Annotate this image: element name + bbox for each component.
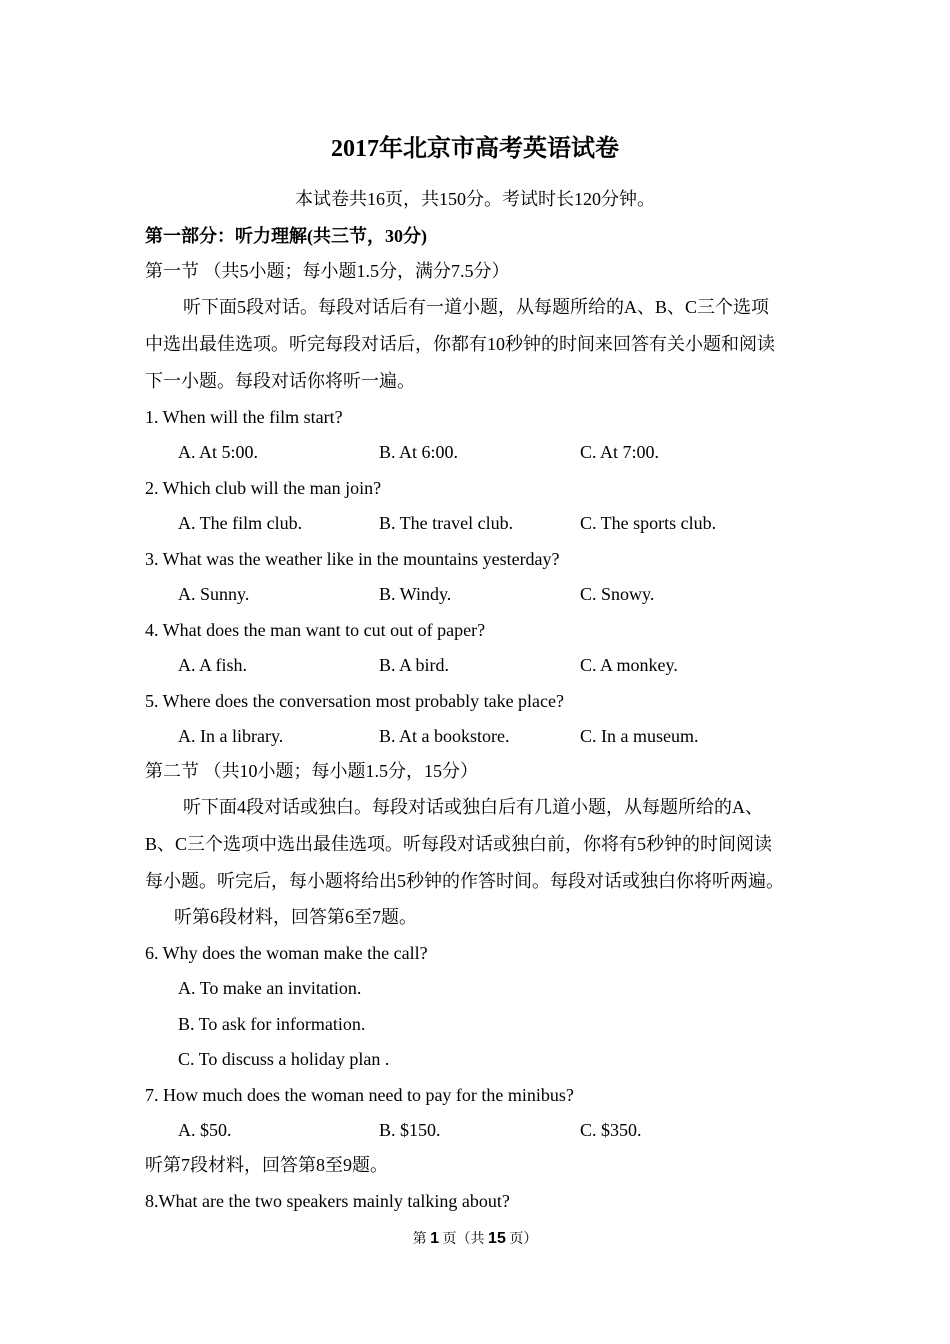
footer-total-pages: 15 <box>488 1230 506 1247</box>
section1-instructions-line2: 中选出最佳选项。听完每段对话后，你都有10秒钟的时间来回答有关小题和阅读 <box>145 334 775 354</box>
question-6: 6. Why does the woman make the call? <box>145 943 428 963</box>
q7-option-c: C. $350. <box>580 1120 642 1140</box>
section2-instructions-line3: 每小题。听完后，每小题将给出5秒钟的作答时间。每段对话或独白你将听两遍。 <box>145 871 784 891</box>
question-2: 2. Which club will the man join? <box>145 478 382 498</box>
exam-subtitle: 本试卷共16页，共150分。考试时长120分钟。 <box>295 189 655 209</box>
section2-instructions-line1: 听下面4段对话或独白。每段对话或独白后有几道小题，从每题所给的A、 <box>183 797 763 817</box>
q1-option-b: B. At 6:00. <box>379 442 459 462</box>
question-1: 1. When will the film start? <box>145 407 343 427</box>
q6-option-c: C. To discuss a holiday plan . <box>178 1049 390 1069</box>
q5-option-a: A. In a library. <box>178 726 284 746</box>
q3-option-a: A. Sunny. <box>178 584 250 604</box>
q4-option-a: A. A fish. <box>178 655 248 675</box>
question-8: 8.What are the two speakers mainly talking about? <box>145 1191 510 1211</box>
q7-option-a: A. $50. <box>178 1120 232 1140</box>
q6-option-b: B. To ask for information. <box>178 1014 366 1034</box>
page-title: 2017年北京市高考英语试卷 <box>331 136 619 162</box>
section2-instructions-line2: B、C三个选项中选出最佳选项。听每段对话或独白前，你将有5秒钟的时间阅读 <box>145 834 773 854</box>
question-5: 5. Where does the conversation most probably take place? <box>145 691 565 711</box>
q4-option-c: C. A monkey. <box>580 655 678 675</box>
section2-heading: 第二节 （共10小题；每小题1.5分，15分） <box>145 761 478 781</box>
footer-page-number: 1 <box>430 1230 440 1247</box>
section1-instructions-line3: 下一小题。每段对话你将听一遍。 <box>145 371 415 391</box>
footer-suffix: 页） <box>509 1232 538 1247</box>
q4-option-b: B. A bird. <box>379 655 450 675</box>
q1-option-a: A. At 5:00. <box>178 442 259 462</box>
question-3: 3. What was the weather like in the mountains yesterday? <box>145 549 560 569</box>
q3-option-c: C. Snowy. <box>580 584 655 604</box>
footer-prefix: 第 <box>412 1232 427 1247</box>
q6-option-a: A. To make an invitation. <box>178 978 362 998</box>
section1-heading: 第一节 （共5小题；每小题1.5分，满分7.5分） <box>145 261 510 281</box>
page-footer <box>0 1229 950 1250</box>
section1-instructions-line1: 听下面5段对话。每段对话后有一道小题，从每题所给的A、B、C三个选项 <box>183 297 770 317</box>
material-6-note: 听第6段材料，回答第6至7题。 <box>174 907 417 927</box>
q3-option-b: B. Windy. <box>379 584 452 604</box>
q1-option-c: C. At 7:00. <box>580 442 660 462</box>
q2-option-a: A. The film club. <box>178 513 303 533</box>
footer-middle: 页（共 <box>442 1232 485 1247</box>
q2-option-b: B. The travel club. <box>379 513 514 533</box>
material-7-note: 听第7段材料，回答第8至9题。 <box>145 1155 388 1175</box>
q2-option-c: C. The sports club. <box>580 513 717 533</box>
q5-option-c: C. In a museum. <box>580 726 699 746</box>
q7-option-b: B. $150. <box>379 1120 441 1140</box>
q5-option-b: B. At a bookstore. <box>379 726 510 746</box>
question-4: 4. What does the man want to cut out of paper? <box>145 620 486 640</box>
question-7: 7. How much does the woman need to pay for the minibus? <box>145 1085 574 1105</box>
part1-heading: 第一部分：听力理解(共三节，30分) <box>145 226 427 246</box>
